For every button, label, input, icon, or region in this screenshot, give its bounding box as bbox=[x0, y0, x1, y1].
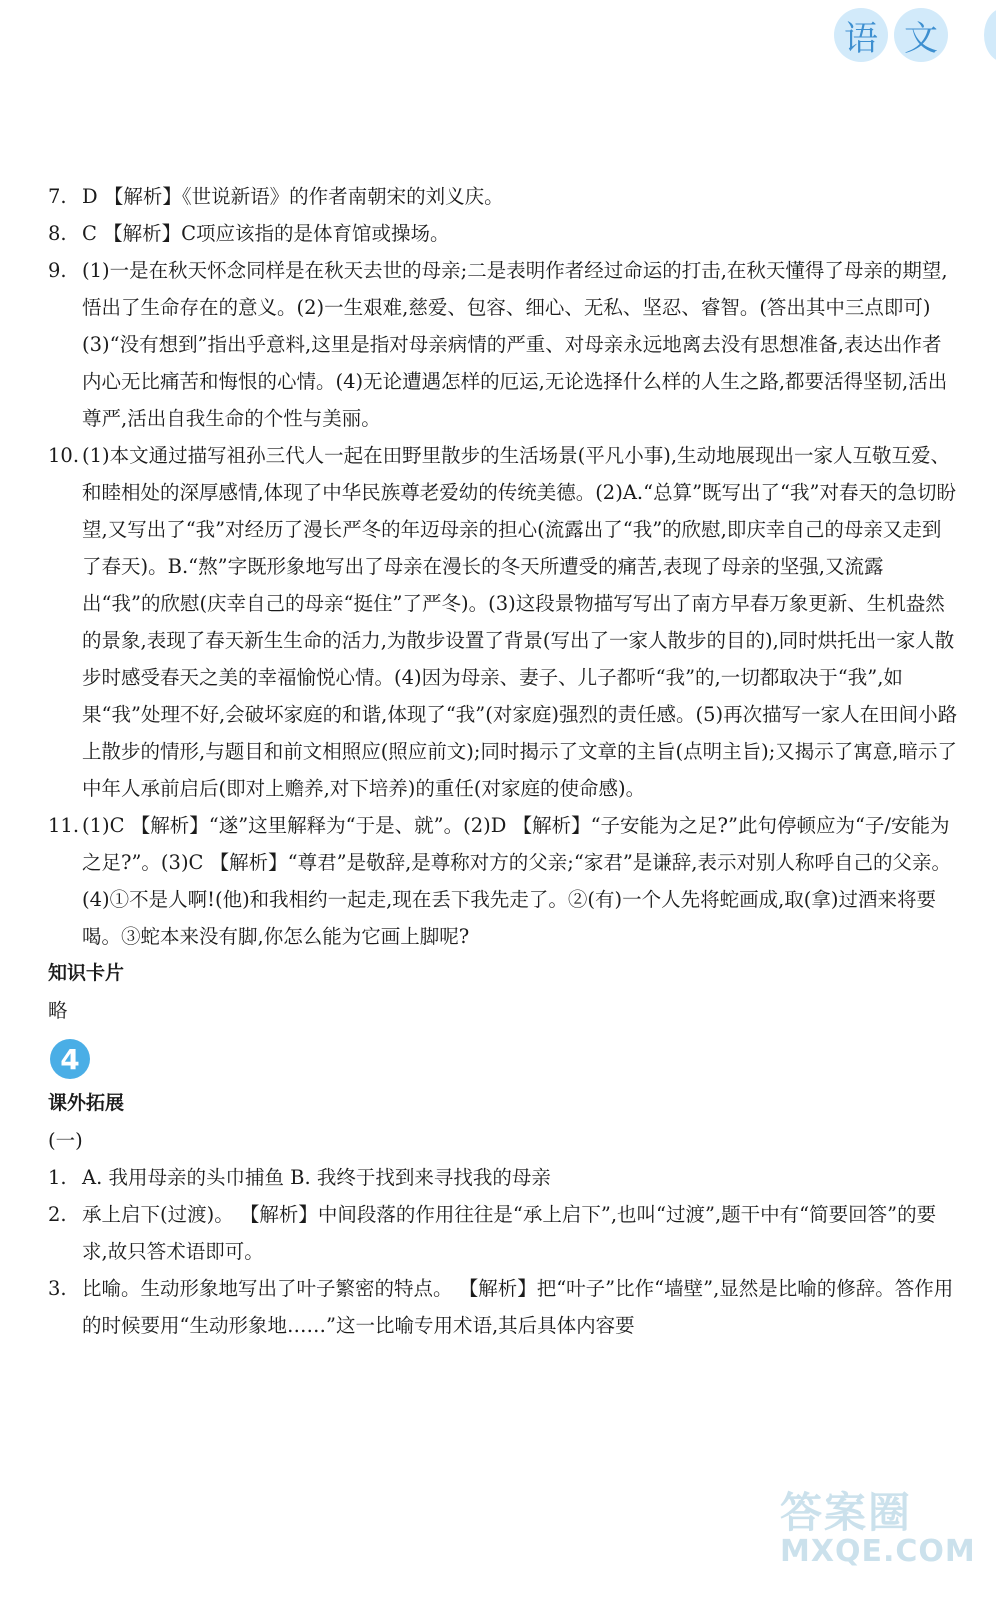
item-text: D 【解析】《世说新语》的作者南朝宋的刘义庆。 bbox=[82, 185, 504, 208]
answer-item-8 bbox=[48, 215, 958, 252]
item-text: (1)本文通过描写祖孙三代人一起在田野里散步的生活场景(平凡小事),生动地展现出一家人互敬互爱、和睦相处的深厚感情,体现了中华民族尊老爱幼的传统美德。(2)A.“总算”既写出了“我”对春天的急切盼望,又写出了“我”对经历了漫长严冬的年迈母亲的担心(流露出了“我”的欣慰,即庆幸自己的母亲又走到了春天)。B.“熬”字既形象地写出了母亲在漫长的冬天所遭受的痛苦,表现了母亲的坚强,又流露出“我”的欣慰(庆幸自己的母亲“挺住”了严冬)。(3)这段景物描写写出了南方早春万象更新、生机盎然的景象,表现了春天新生生命的活力,为散步设置了背景(写出了一家人散步的目的),同时烘托出一家人散步时感受春天之美的幸福愉悦心情。(4)因为母亲、妻子、儿子都听“我”的,一切都取决于“我”,如果“我”处理不好,会破坏家庭的和谐,体现了“我”(对家庭)强烈的责任感。(5)再次描写一家人在田间小路上散步的情形,与题目和前文相照应(照应前文);同时揭示了文章的主旨(点明主旨);又揭示了寓意,暗示了中年人承前启后(即对上赡养,对下培养)的重任(对家庭的使命感)。 bbox=[82, 444, 958, 800]
answer-item-10 bbox=[48, 437, 958, 807]
knowledge-card-text: 略 bbox=[48, 999, 68, 1022]
answer-item-7 bbox=[48, 178, 958, 215]
item-number: 10. bbox=[48, 444, 80, 467]
site-watermark bbox=[780, 1480, 990, 1590]
subject-badges bbox=[834, 8, 948, 62]
item-text: C 【解析】C项应该指的是体育馆或操场。 bbox=[82, 222, 450, 245]
subject-badge-wen: 文 bbox=[894, 8, 948, 62]
item-number: 2. bbox=[48, 1203, 67, 1226]
answer-content bbox=[48, 178, 958, 1344]
section-number-badge: 4 bbox=[50, 1039, 90, 1079]
item-text: (1)一是在秋天怀念同样是在秋天去世的母亲;二是表明作者经过命运的打击,在秋天懂得了母亲的期望,悟出了生命存在的意义。(2)一生艰难,慈爱、包容、细心、无私、坚忍、睿智。(答出其中三点即可)(3)“没有想到”指出乎意料,这里是指对母亲病情的严重、对母亲永远地离去没有思想准备,表达出作者内心无比痛苦和悔恨的心情。(4)无论遭遇怎样的厄运,无论选择什么样的人生之路,都要活得坚韧,活出尊严,活出自我生命的个性与美丽。 bbox=[82, 259, 948, 430]
item-text: 比喻。生动形象地写出了叶子繁密的特点。 【解析】把“叶子”比作“墙壁”,显然是比喻的修辞。答作用的时候要用“生动形象地……”这一比喻专用术语,其后具体内容要 bbox=[82, 1277, 954, 1337]
knowledge-card-heading: 知识卡片 bbox=[48, 962, 125, 984]
item-number: 9. bbox=[48, 259, 67, 282]
answer-item-11 bbox=[48, 807, 958, 955]
item-number: 3. bbox=[48, 1277, 67, 1300]
subject-badge-yu: 语 bbox=[834, 8, 888, 62]
item-text: (1)C 【解析】“遂”这里解释为“于是、就”。(2)D 【解析】“子安能为之足?”此句停顿应为“子/安能为之足?”。(3)C 【解析】“尊君”是敬辞,是尊称对方的父亲;“家君”是谦辞,表示对别人称呼自己的父亲。(4)①不是人啊!(他)和我相约一起走,现在丢下我先走了。②(有)一个人先将蛇画成,取(拿)过酒来将要喝。③蛇本来没有脚,你怎么能为它画上脚呢? bbox=[82, 814, 952, 948]
extension-item-2 bbox=[48, 1196, 958, 1270]
extension-item-3 bbox=[48, 1270, 958, 1344]
item-text: A. 我用母亲的头巾捕鱼 B. 我终于找到来寻找我的母亲 bbox=[82, 1166, 551, 1189]
item-text: 承上启下(过渡)。 【解析】中间段落的作用往往是“承上启下”,也叫“过渡”,题干中有“简要回答”的要求,故只答术语即可。 bbox=[82, 1203, 937, 1263]
watermark-url: MXQE.COM bbox=[780, 1534, 976, 1569]
item-number: 1. bbox=[48, 1166, 67, 1189]
extension-heading: 课外拓展 bbox=[48, 1092, 125, 1114]
item-number: 7. bbox=[48, 185, 67, 208]
extension-subheading: (一) bbox=[48, 1129, 83, 1152]
item-number: 11. bbox=[48, 814, 80, 837]
answer-item-9 bbox=[48, 252, 958, 437]
subject-badge-edge bbox=[984, 8, 996, 62]
watermark-logo-text: 答案圈 bbox=[780, 1488, 913, 1537]
extension-item-1 bbox=[48, 1159, 958, 1196]
item-number: 8. bbox=[48, 222, 67, 245]
